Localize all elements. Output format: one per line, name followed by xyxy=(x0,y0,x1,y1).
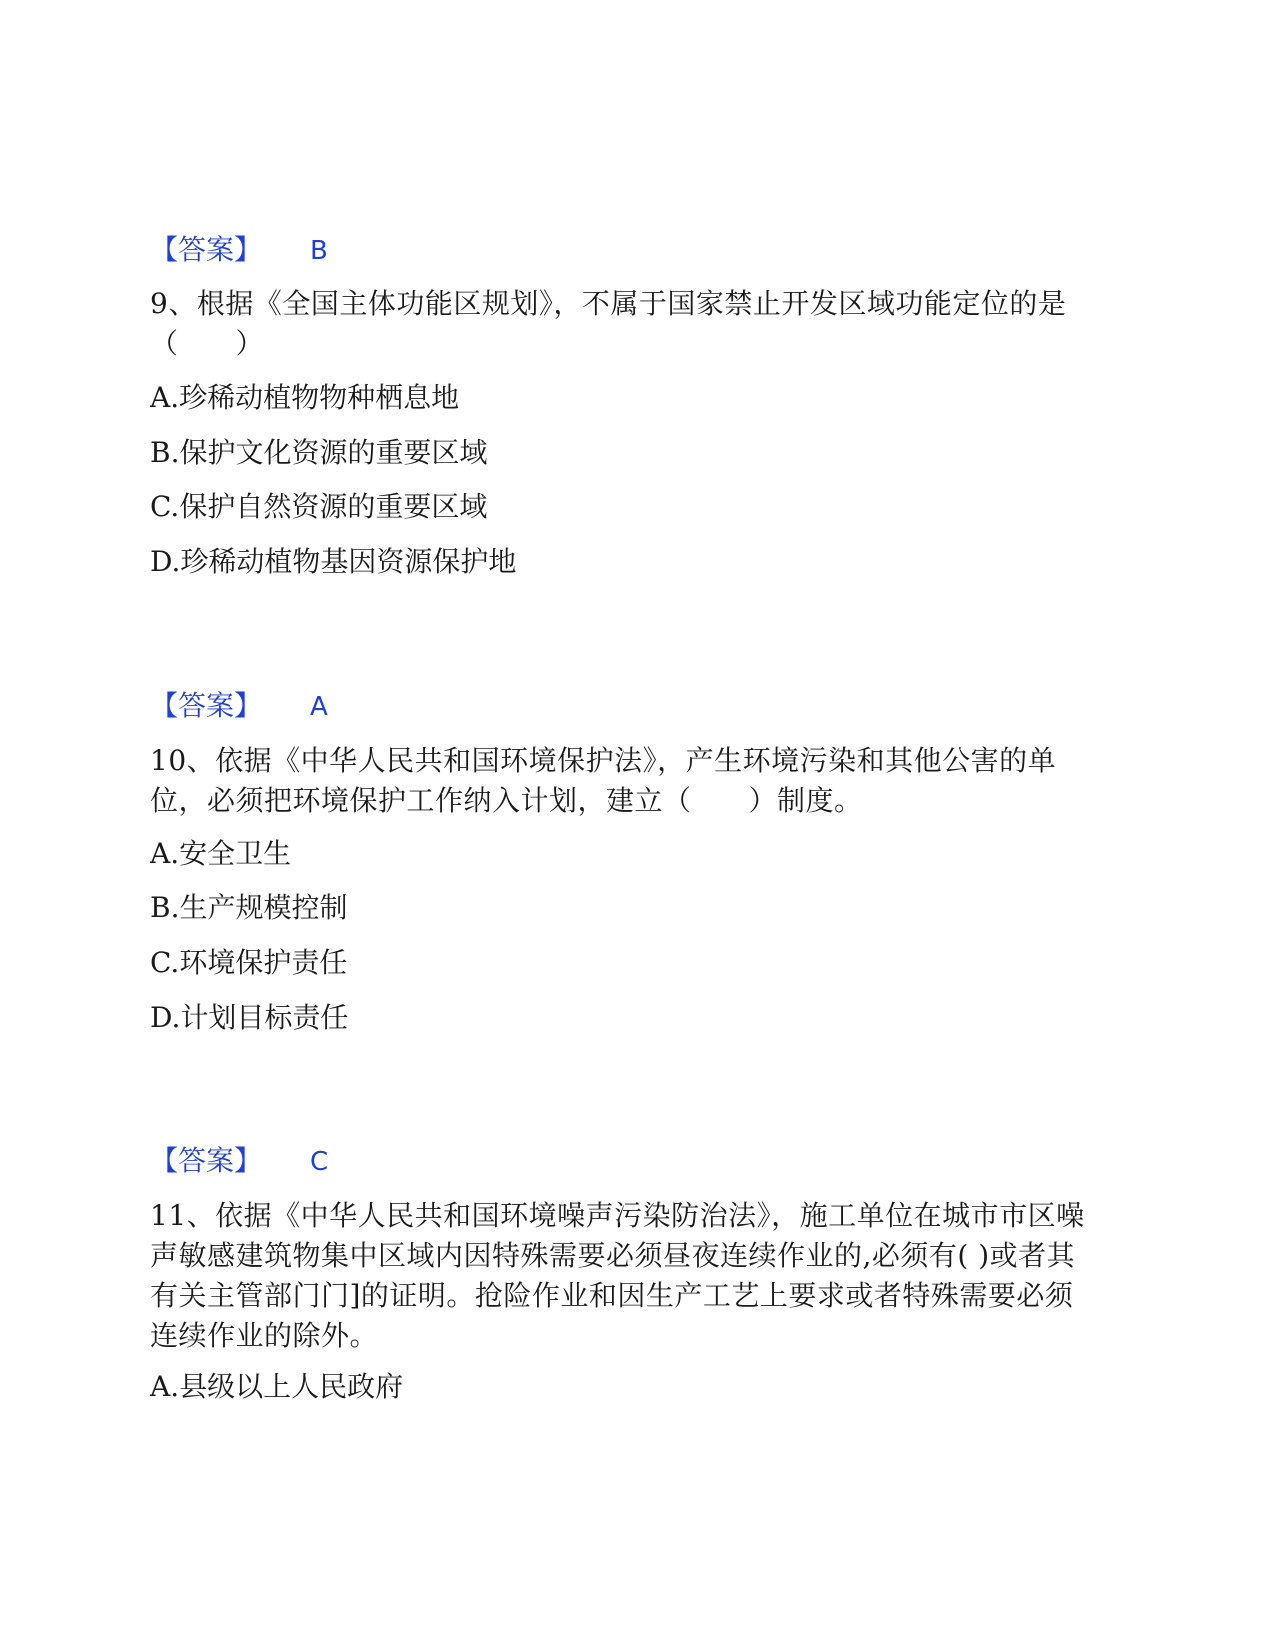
option-c: C.环境保护责任 xyxy=(150,946,348,979)
option-a: A.珍稀动植物物种栖息地 xyxy=(150,381,460,414)
answer-label: 【答案】 xyxy=(150,1144,263,1177)
answer-line xyxy=(150,686,328,727)
answer-label: 【答案】 xyxy=(150,233,263,266)
question-11: 11、依据《中华人民共和国环境噪声污染防治法》，施工单位在城市市区噪声敏感建筑物集中区域内因特殊需要必须昼夜连续作业的,必须有( )或者其有关主管部门门]的证明。抢险作业和因生产工艺上要求或者特殊需要必须连续作业的除外。 xyxy=(150,1199,1085,1352)
option-d: D.计划目标责任 xyxy=(150,1001,349,1034)
option-b: B.保护文化资源的重要区域 xyxy=(150,436,488,469)
option-a: A.安全卫生 xyxy=(150,837,292,870)
option-c: C.保护自然资源的重要区域 xyxy=(150,490,488,523)
option-b: B.生产规模控制 xyxy=(150,891,348,924)
answer-line xyxy=(150,230,328,271)
answer-value: C xyxy=(310,1147,329,1177)
option-a: A.县级以上人民政府 xyxy=(150,1370,404,1403)
answer-value: B xyxy=(310,236,328,266)
option-d: D.珍稀动植物基因资源保护地 xyxy=(150,545,517,578)
answer-label: 【答案】 xyxy=(150,689,263,722)
answer-value: A xyxy=(310,692,328,722)
answer-line xyxy=(150,1141,328,1182)
question-10: 10、依据《中华人民共和国环境保护法》，产生环境污染和其他公害的单位，必须把环境保护工作纳入计划，建立（ ）制度。 xyxy=(150,744,1057,817)
question-9: 9、根据《全国主体功能区规划》，不属于国家禁止开发区域功能定位的是（ ） xyxy=(150,287,1067,360)
